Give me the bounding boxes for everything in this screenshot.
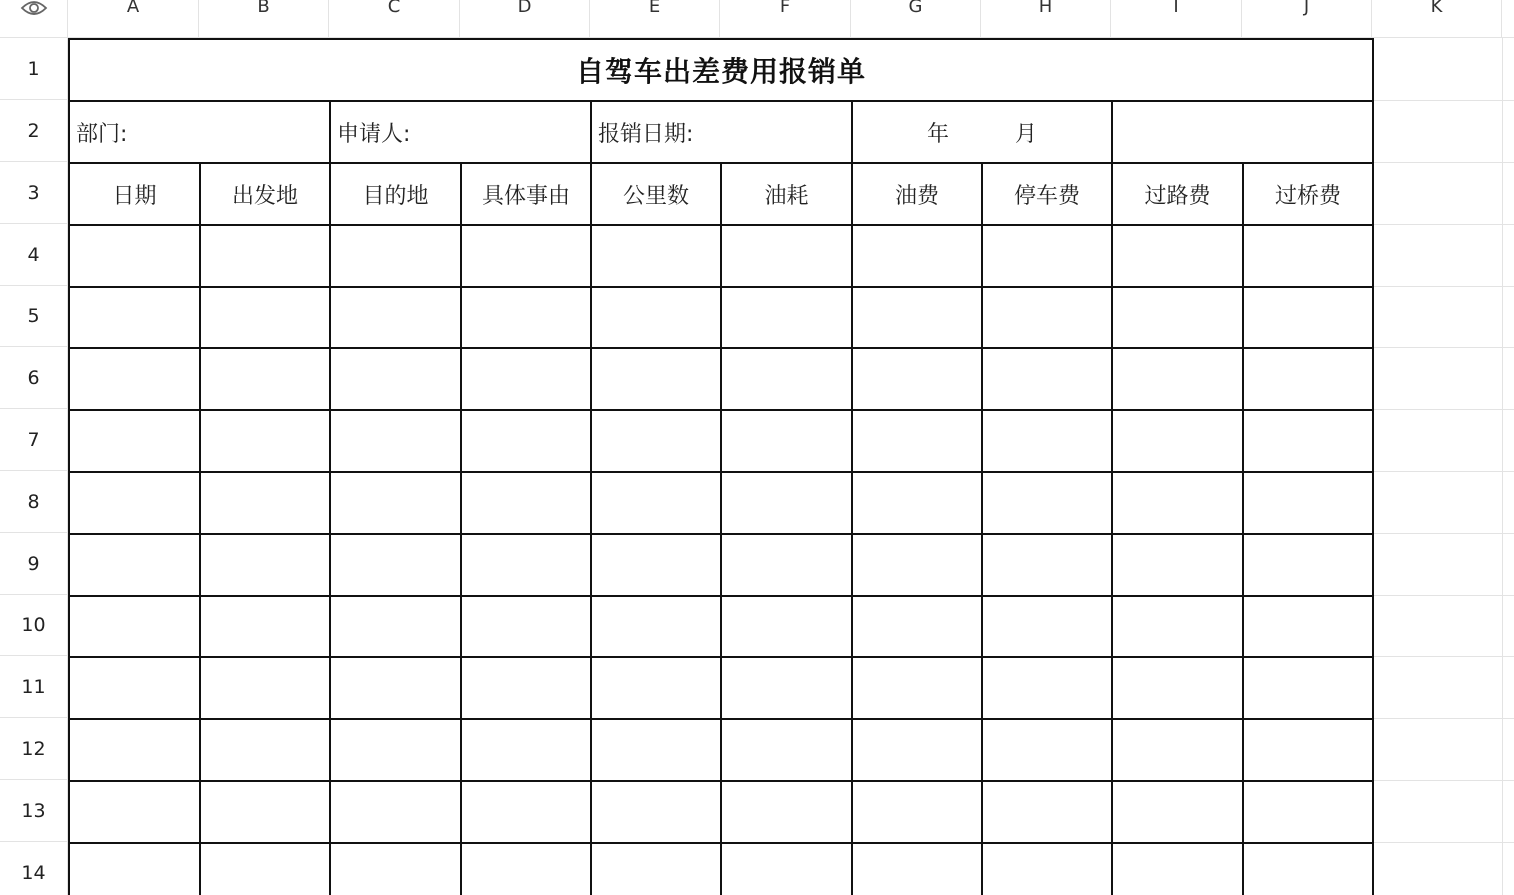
applicant-label-cell[interactable]: 申请人: bbox=[330, 101, 591, 163]
empty-cell[interactable] bbox=[591, 843, 721, 895]
empty-cell[interactable] bbox=[852, 225, 982, 287]
gridline bbox=[1372, 409, 1514, 410]
empty-cell[interactable] bbox=[1243, 719, 1373, 781]
empty-cell[interactable] bbox=[330, 843, 461, 895]
gridline bbox=[1372, 718, 1514, 719]
empty-cell[interactable] bbox=[69, 657, 200, 719]
gridline bbox=[1372, 100, 1514, 101]
select-all-corner[interactable] bbox=[0, 0, 68, 38]
table-row bbox=[69, 534, 1373, 596]
empty-cell[interactable] bbox=[591, 410, 721, 472]
empty-cell[interactable] bbox=[461, 225, 591, 287]
empty-cell[interactable] bbox=[721, 843, 852, 895]
empty-cell[interactable] bbox=[461, 410, 591, 472]
empty-cell[interactable] bbox=[982, 719, 1112, 781]
column-title-bridge-toll[interactable]: 过桥费 bbox=[1243, 163, 1373, 225]
row-header-3[interactable]: 3 bbox=[0, 162, 68, 224]
empty-cell[interactable] bbox=[69, 781, 200, 843]
empty-cell[interactable] bbox=[69, 534, 200, 596]
table-row bbox=[69, 657, 1373, 719]
table-row bbox=[69, 596, 1373, 657]
empty-cell[interactable] bbox=[69, 843, 200, 895]
empty-cell[interactable] bbox=[721, 225, 852, 287]
empty-cell[interactable] bbox=[330, 534, 461, 596]
empty-cell[interactable] bbox=[1243, 843, 1373, 895]
row-header-12[interactable]: 12 bbox=[0, 718, 68, 780]
department-label-cell[interactable]: 部门: bbox=[69, 101, 330, 163]
gridline bbox=[1502, 38, 1503, 895]
column-header-c[interactable]: C bbox=[329, 0, 460, 38]
empty-cell[interactable] bbox=[330, 410, 461, 472]
empty-cell[interactable] bbox=[461, 348, 591, 410]
empty-cell[interactable] bbox=[69, 596, 200, 657]
row-header-6[interactable]: 6 bbox=[0, 347, 68, 409]
table-row bbox=[69, 410, 1373, 472]
empty-cell[interactable] bbox=[330, 781, 461, 843]
empty-cell[interactable] bbox=[69, 719, 200, 781]
empty-cell[interactable] bbox=[982, 596, 1112, 657]
column-header-g[interactable]: G bbox=[851, 0, 981, 38]
empty-cell[interactable] bbox=[852, 287, 982, 348]
empty-cell[interactable] bbox=[330, 719, 461, 781]
empty-cell[interactable] bbox=[852, 719, 982, 781]
empty-cell[interactable] bbox=[461, 287, 591, 348]
date-value-cell[interactable] bbox=[1112, 101, 1373, 163]
empty-cell[interactable] bbox=[852, 657, 982, 719]
empty-cell[interactable] bbox=[461, 534, 591, 596]
empty-cell[interactable] bbox=[69, 348, 200, 410]
table-row bbox=[69, 348, 1373, 410]
row-header-4[interactable]: 4 bbox=[0, 224, 68, 286]
row-header-1[interactable]: 1 bbox=[0, 38, 68, 100]
empty-cell[interactable] bbox=[1243, 410, 1373, 472]
table-row bbox=[69, 719, 1373, 781]
empty-cell[interactable] bbox=[1112, 410, 1243, 472]
reimbursement-date-label-cell[interactable]: 报销日期: bbox=[591, 101, 852, 163]
year-month-cell[interactable] bbox=[852, 101, 1112, 163]
table-row bbox=[69, 225, 1373, 287]
empty-cell[interactable] bbox=[721, 719, 852, 781]
empty-cell[interactable] bbox=[200, 781, 330, 843]
empty-cell[interactable] bbox=[721, 348, 852, 410]
empty-cell[interactable] bbox=[852, 472, 982, 534]
row-header-13[interactable]: 13 bbox=[0, 780, 68, 842]
empty-cell[interactable] bbox=[461, 472, 591, 534]
empty-cell[interactable] bbox=[591, 781, 721, 843]
empty-cell[interactable] bbox=[330, 348, 461, 410]
empty-cell[interactable] bbox=[721, 596, 852, 657]
empty-cell[interactable] bbox=[591, 657, 721, 719]
empty-cell[interactable] bbox=[591, 348, 721, 410]
table-row bbox=[69, 843, 1373, 895]
empty-cell[interactable] bbox=[1243, 225, 1373, 287]
empty-cell[interactable] bbox=[721, 472, 852, 534]
empty-cell[interactable] bbox=[461, 843, 591, 895]
empty-cell[interactable] bbox=[1243, 657, 1373, 719]
column-title-kilometers[interactable]: 公里数 bbox=[591, 163, 721, 225]
empty-cell[interactable] bbox=[200, 596, 330, 657]
empty-cell[interactable] bbox=[982, 287, 1112, 348]
gridline bbox=[1372, 595, 1514, 596]
column-header-i[interactable]: I bbox=[1111, 0, 1242, 38]
empty-cell[interactable] bbox=[200, 843, 330, 895]
row-header-9[interactable]: 9 bbox=[0, 533, 68, 595]
gridline bbox=[1372, 780, 1514, 781]
empty-cell[interactable] bbox=[591, 596, 721, 657]
empty-cell[interactable] bbox=[1112, 348, 1243, 410]
column-title-reason[interactable]: 具体事由 bbox=[461, 163, 591, 225]
empty-cell[interactable] bbox=[1112, 472, 1243, 534]
gridline bbox=[1372, 533, 1514, 534]
empty-cell[interactable] bbox=[330, 596, 461, 657]
row-header-11[interactable]: 11 bbox=[0, 656, 68, 718]
empty-cell[interactable] bbox=[200, 225, 330, 287]
empty-cell[interactable] bbox=[1112, 596, 1243, 657]
empty-cell[interactable] bbox=[1243, 534, 1373, 596]
empty-cell[interactable] bbox=[461, 596, 591, 657]
empty-cell[interactable] bbox=[69, 410, 200, 472]
column-header-k[interactable]: K bbox=[1372, 0, 1502, 38]
empty-cell[interactable] bbox=[982, 657, 1112, 719]
empty-cell[interactable] bbox=[200, 472, 330, 534]
table-row bbox=[69, 781, 1373, 843]
month-label: 月 bbox=[1015, 121, 1038, 147]
column-title-fuel-consumption[interactable]: 油耗 bbox=[721, 163, 852, 225]
column-title-destination[interactable]: 目的地 bbox=[330, 163, 461, 225]
empty-cell[interactable] bbox=[591, 472, 721, 534]
form-body bbox=[69, 225, 1373, 895]
empty-cell[interactable] bbox=[330, 472, 461, 534]
empty-cell[interactable] bbox=[982, 781, 1112, 843]
column-header-next[interactable] bbox=[1502, 0, 1514, 38]
empty-cell[interactable] bbox=[1112, 534, 1243, 596]
column-header-bar bbox=[0, 0, 1514, 38]
column-title-date[interactable]: 日期 bbox=[69, 163, 200, 225]
empty-cell[interactable] bbox=[982, 348, 1112, 410]
empty-cell[interactable] bbox=[461, 657, 591, 719]
empty-cell[interactable] bbox=[1243, 472, 1373, 534]
empty-cell[interactable] bbox=[982, 472, 1112, 534]
gridline bbox=[1372, 224, 1514, 225]
row-header-2[interactable]: 2 bbox=[0, 100, 68, 162]
empty-cell[interactable] bbox=[852, 534, 982, 596]
column-header-j[interactable]: J bbox=[1242, 0, 1372, 38]
empty-cell[interactable] bbox=[1243, 596, 1373, 657]
empty-cell[interactable] bbox=[1112, 781, 1243, 843]
empty-cell[interactable] bbox=[982, 843, 1112, 895]
empty-cell[interactable] bbox=[721, 287, 852, 348]
column-header-f[interactable]: F bbox=[720, 0, 851, 38]
gridline bbox=[1372, 286, 1514, 287]
empty-cell[interactable] bbox=[1112, 719, 1243, 781]
column-title-fuel-cost[interactable]: 油费 bbox=[852, 163, 982, 225]
gridline bbox=[1372, 347, 1514, 348]
eye-icon[interactable] bbox=[20, 0, 48, 18]
row-header-7[interactable]: 7 bbox=[0, 409, 68, 471]
column-title-origin[interactable]: 出发地 bbox=[200, 163, 330, 225]
empty-cell[interactable] bbox=[1112, 225, 1243, 287]
empty-cell[interactable] bbox=[200, 719, 330, 781]
column-header-b[interactable]: B bbox=[199, 0, 329, 38]
empty-cell[interactable] bbox=[200, 287, 330, 348]
empty-cell[interactable] bbox=[982, 534, 1112, 596]
gridline bbox=[1372, 471, 1514, 472]
empty-cell[interactable] bbox=[591, 287, 721, 348]
empty-cell[interactable] bbox=[200, 410, 330, 472]
table-row bbox=[69, 287, 1373, 348]
empty-cell[interactable] bbox=[852, 410, 982, 472]
empty-cell[interactable] bbox=[1112, 843, 1243, 895]
column-header-a[interactable]: A bbox=[68, 0, 199, 38]
empty-cell[interactable] bbox=[330, 287, 461, 348]
column-header-d[interactable]: D bbox=[460, 0, 590, 38]
empty-cell[interactable] bbox=[721, 410, 852, 472]
empty-cell[interactable] bbox=[982, 225, 1112, 287]
empty-cell[interactable] bbox=[1243, 781, 1373, 843]
gridline bbox=[1372, 162, 1514, 163]
empty-cell[interactable] bbox=[461, 781, 591, 843]
empty-cell[interactable] bbox=[69, 225, 200, 287]
empty-cell[interactable] bbox=[330, 225, 461, 287]
row-header-14[interactable]: 14 bbox=[0, 842, 68, 895]
empty-cell[interactable] bbox=[69, 287, 200, 348]
column-header-h[interactable]: H bbox=[981, 0, 1111, 38]
column-title-road-toll[interactable]: 过路费 bbox=[1112, 163, 1243, 225]
empty-cell[interactable] bbox=[200, 534, 330, 596]
empty-cell[interactable] bbox=[852, 596, 982, 657]
empty-cell[interactable] bbox=[1112, 657, 1243, 719]
empty-cell[interactable] bbox=[852, 843, 982, 895]
gridline bbox=[1372, 842, 1514, 843]
empty-cell[interactable] bbox=[852, 348, 982, 410]
empty-cell[interactable] bbox=[852, 781, 982, 843]
column-title-parking-fee[interactable]: 停车费 bbox=[982, 163, 1112, 225]
empty-cell[interactable] bbox=[591, 719, 721, 781]
year-label: 年 bbox=[926, 121, 949, 147]
empty-cell[interactable] bbox=[330, 657, 461, 719]
row-header-8[interactable]: 8 bbox=[0, 471, 68, 533]
empty-cell[interactable] bbox=[1243, 287, 1373, 348]
expense-form-table bbox=[68, 38, 1374, 895]
empty-cell[interactable] bbox=[1112, 287, 1243, 348]
empty-cell[interactable] bbox=[721, 781, 852, 843]
empty-cell[interactable] bbox=[461, 719, 591, 781]
column-header-e[interactable]: E bbox=[590, 0, 720, 38]
empty-cell[interactable] bbox=[1243, 348, 1373, 410]
empty-cell[interactable] bbox=[591, 225, 721, 287]
form-title[interactable]: 自驾车出差费用报销单 bbox=[69, 39, 1373, 101]
empty-cell[interactable] bbox=[982, 410, 1112, 472]
empty-cell[interactable] bbox=[200, 348, 330, 410]
table-row bbox=[69, 472, 1373, 534]
empty-cell[interactable] bbox=[200, 657, 330, 719]
empty-cell[interactable] bbox=[721, 534, 852, 596]
row-header-5[interactable]: 5 bbox=[0, 286, 68, 347]
empty-cell[interactable] bbox=[69, 472, 200, 534]
gridline bbox=[1372, 656, 1514, 657]
row-header-10[interactable]: 10 bbox=[0, 595, 68, 656]
empty-cell[interactable] bbox=[591, 534, 721, 596]
empty-cell[interactable] bbox=[721, 657, 852, 719]
